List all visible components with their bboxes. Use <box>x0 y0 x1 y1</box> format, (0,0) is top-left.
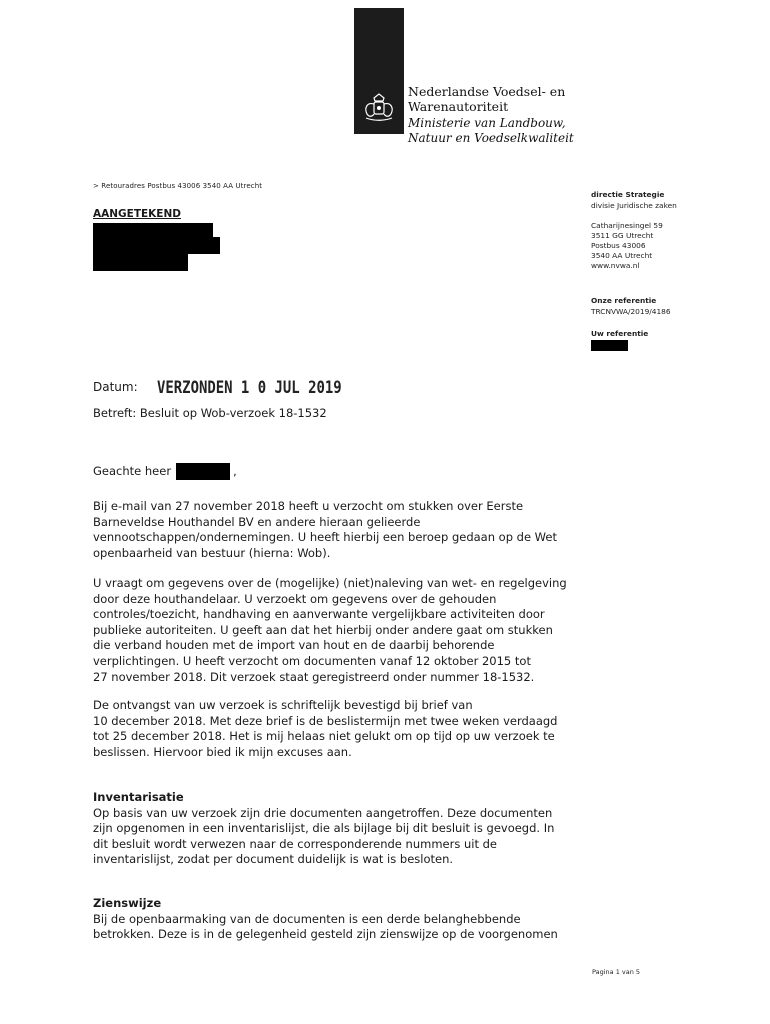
page-number: Pagina 1 van 5 <box>592 968 641 976</box>
redacted-your-reference <box>591 340 628 351</box>
subject-line: Betreft: Besluit op Wob-verzoek 18-1532 <box>93 406 327 420</box>
address-line: Postbus 43006 <box>591 241 646 250</box>
redacted-addressee-line <box>93 254 188 271</box>
your-reference-label: Uw referentie <box>591 329 649 338</box>
address-line: Catharijnesingel 59 <box>591 221 663 230</box>
body-paragraph: Bij e-mail van 27 november 2018 heeft u verzocht om stukken over Eerste Barneveldse Houthandel BV en andere hieraan gelieerde vennootschappen/ondernemingen. U heeft hierbij een beroep gedaan op de Wet openbaarheid van bestuur (hierna: Wob). <box>93 499 557 560</box>
website-link[interactable]: www.nvwa.nl <box>591 261 640 270</box>
body-paragraph: De ontvangst van uw verzoek is schriftelijk bevestigd bij brief van 10 december 2018. Met deze brief is de beslistermijn met twee weken verdaagd tot 25 december 2018. Het is mij helaas niet gelukt om op tijd op uw verzoek te beslissen. Hiervoor bied ik mijn excuses aan. <box>93 698 558 759</box>
section-heading: Inventarisatie <box>93 790 184 804</box>
sent-date-stamp: VERZONDEN 1 0 JUL 2019 <box>157 378 342 398</box>
address-line: 3511 GG Utrecht <box>591 231 654 240</box>
sender-department: directie Strategie <box>591 190 665 199</box>
redacted-recipient-name <box>176 463 230 480</box>
date-label: Datum: <box>93 380 138 394</box>
our-reference-value: TRCNVWA/2019/4186 <box>591 307 671 316</box>
body-paragraph: U vraagt om gegevens over de (mogelijke) (niet)naleving van wet- en regelgeving door deze houthandelaar. U verzoekt om gegevens over de gehouden controles/toezicht, handhaving en aanverwante vergelijkbare activiteiten door publieke autoriteiten. U geeft aan dat het hierbij onder andere gaat om stukken die verband houden met de import van hout en de daarbij behorende verplichtingen. U heeft verzocht om documenten vanaf 12 oktober 2015 tot 27 november 2018. Dit verzoek staat geregistreerd onder nummer 18-1532. <box>93 576 567 684</box>
section-zienswijze: Zienswijze Bij de openbaarmaking van de documenten is een derde belanghebbende betrokken. Deze is in de gelegenheid gesteld zijn zienswijze op de voorgenomen <box>93 896 583 943</box>
return-address: > Retouradres Postbus 43006 3540 AA Utrecht <box>93 182 263 190</box>
section-heading: Zienswijze <box>93 896 162 910</box>
royal-coat-of-arms-icon <box>354 90 404 126</box>
ministry-name: Ministerie van Landbouw, Natuur en Voedselkwaliteit <box>408 116 574 145</box>
registered-mail-label: AANGETEKEND <box>93 208 181 220</box>
salutation-text: Geachte heer <box>93 464 172 478</box>
redacted-addressee-line <box>93 237 220 254</box>
section-inventarisatie: Inventarisatie Op basis van uw verzoek zijn drie documenten aangetroffen. Deze documenten zijn opgenomen in een inventarislijst, die als bijlage bij dit besluit is gevoegd. In dit besluit wordt verwezen naar de corresponderende nummers uit de inventarislijst, zodat per document duidelijk is wat is besloten. <box>93 790 583 868</box>
redacted-addressee-line <box>93 223 213 237</box>
sender-division: divisie Juridische zaken <box>591 201 677 210</box>
organisation-name: Nederlandse Voedsel- en Warenautoriteit <box>408 84 566 114</box>
sender-address <box>591 221 663 271</box>
government-logo-bar <box>354 8 404 134</box>
salutation-comma: , <box>233 464 237 478</box>
address-line: 3540 AA Utrecht <box>591 251 653 260</box>
our-reference-label: Onze referentie <box>591 296 657 305</box>
